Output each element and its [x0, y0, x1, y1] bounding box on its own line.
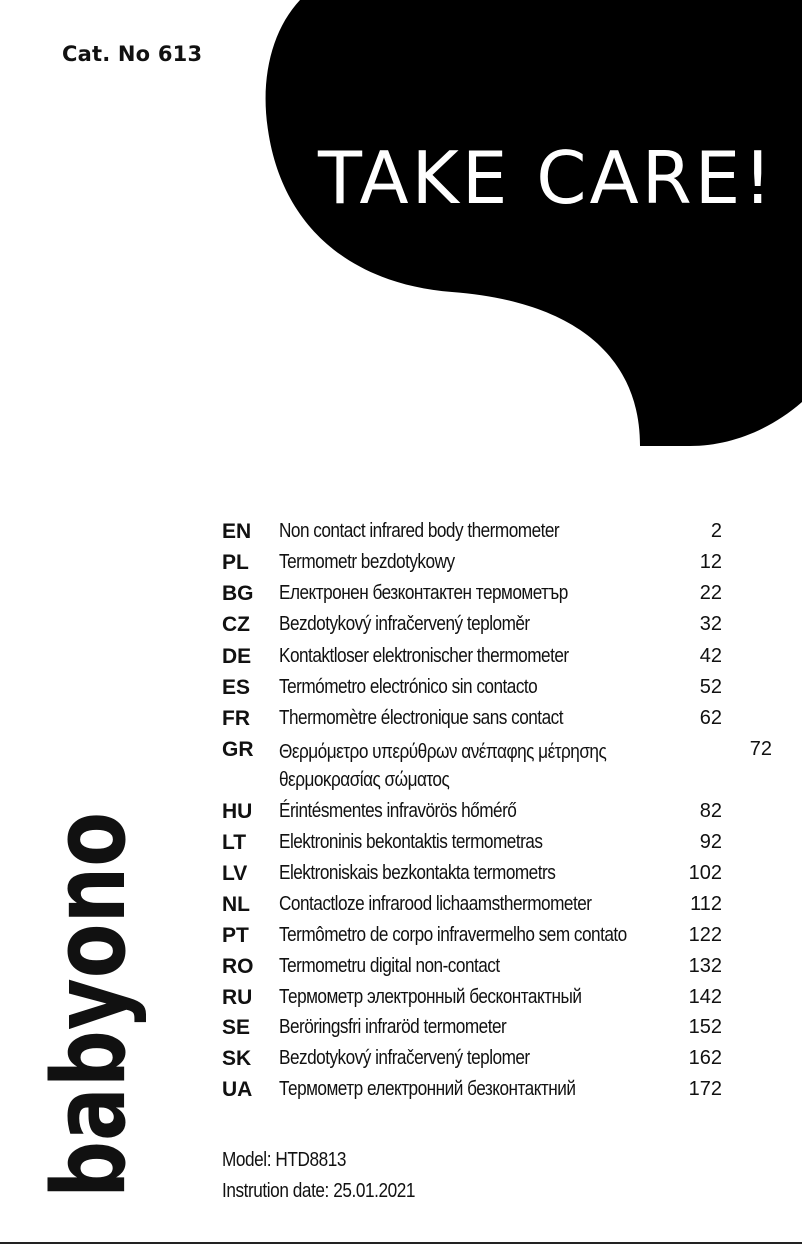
toc-row-lt: [222, 831, 722, 862]
page-number: 122: [688, 924, 722, 946]
page-number: 42: [699, 645, 722, 667]
section-title: Termometru digital non-contact: [279, 955, 500, 977]
toc-row-ro: [222, 955, 722, 986]
speech-blob-shape: [0, 0, 802, 450]
section-title: Електронен безконтактен термометър: [279, 582, 568, 604]
language-contents-list: [222, 520, 772, 1109]
language-code: EN: [222, 520, 252, 543]
section-title: Bezdotykový infračervený teploměr: [279, 613, 530, 635]
page-number: 32: [699, 613, 722, 635]
language-code: NL: [222, 893, 250, 916]
section-title: Термометр электронный бесконтактный: [279, 986, 582, 1008]
section-title: Термометр електронний безконтактний: [279, 1078, 576, 1100]
catalog-number: Cat. No 613: [62, 42, 203, 66]
section-title: Elektroninis bekontaktis termometras: [279, 831, 543, 853]
toc-row-ua: [222, 1078, 722, 1109]
toc-row-de: [222, 645, 722, 676]
language-code: GR: [222, 738, 254, 761]
language-code: PT: [222, 924, 249, 947]
language-code: SK: [222, 1047, 252, 1070]
page-number: 52: [699, 676, 722, 698]
page-number: 12: [699, 551, 722, 573]
toc-row-pl: [222, 551, 722, 582]
page-number: 22: [699, 582, 722, 604]
section-title: Érintésmentes infravörös hőmérő: [279, 800, 517, 822]
brand-logo-text: babyono: [30, 708, 148, 1198]
page-number: 142: [688, 986, 722, 1008]
model-number: Model: HTD8813: [222, 1149, 347, 1171]
section-title: Non contact infrared body thermometer: [279, 520, 560, 542]
brand-logo: [30, 708, 148, 1200]
headline-take-care: TAKE CARE!: [318, 136, 776, 220]
language-code: FR: [222, 707, 250, 730]
language-code: RU: [222, 986, 253, 1009]
language-code: LV: [222, 862, 248, 885]
toc-row-lv: [222, 862, 722, 893]
page-number: 162: [688, 1047, 722, 1069]
page-number: 152: [688, 1016, 722, 1038]
toc-row-se: [222, 1016, 722, 1047]
language-code: HU: [222, 800, 253, 823]
page-number: 172: [688, 1078, 722, 1100]
blob-fill: [266, 0, 802, 446]
language-code: BG: [222, 582, 254, 605]
toc-row-pt: [222, 924, 722, 955]
page-number: 82: [699, 800, 722, 822]
section-title: Beröringsfri infraröd termometer: [279, 1016, 507, 1038]
toc-row-gr: [222, 738, 772, 800]
language-code: ES: [222, 676, 251, 699]
document-meta: [222, 1145, 446, 1207]
toc-row-nl: [222, 893, 722, 924]
toc-row-hu: [222, 800, 722, 831]
page-number: 112: [690, 893, 722, 915]
section-title: Termómetro electrónico sin contacto: [279, 676, 538, 698]
language-code: PL: [222, 551, 249, 574]
language-code: LT: [222, 831, 247, 854]
page-number: 62: [699, 707, 722, 729]
section-title: Termômetro de corpo infravermelho sem contato: [279, 924, 627, 946]
toc-row-ru: [222, 986, 722, 1016]
page-number: 132: [688, 955, 722, 977]
language-code: DE: [222, 645, 252, 668]
language-code: RO: [222, 955, 254, 978]
language-code: UA: [222, 1078, 253, 1101]
section-title: Termometr bezdotykowy: [279, 551, 455, 573]
toc-row-cz: [222, 613, 722, 645]
page-number: 92: [699, 831, 722, 853]
bottom-divider: [0, 1242, 802, 1244]
page-number: 2: [710, 520, 722, 542]
language-code: CZ: [222, 613, 250, 636]
toc-row-bg: [222, 582, 722, 613]
toc-row-es: [222, 676, 722, 707]
toc-row-sk: [222, 1047, 722, 1078]
section-title: Contactloze infrarood lichaamsthermometer: [279, 893, 592, 915]
toc-row-en: [222, 520, 722, 551]
page-number: 72: [749, 738, 772, 760]
section-title: Θερμόμετρο υπερύθρων ανέπαφης μέτρησης θερμοκρασίας σώματος: [279, 741, 607, 791]
toc-row-fr: [222, 707, 722, 738]
section-title: Thermomètre électronique sans contact: [279, 707, 563, 729]
section-title: Bezdotykový infračervený teplomer: [279, 1047, 530, 1069]
section-title: Kontaktloser elektronischer thermometer: [279, 645, 569, 667]
page-number: 102: [688, 862, 722, 884]
instruction-date: Instrution date: 25.01.2021: [222, 1180, 416, 1202]
section-title: Elektroniskais bezkontakta termometrs: [279, 862, 556, 884]
language-code: SE: [222, 1016, 251, 1039]
